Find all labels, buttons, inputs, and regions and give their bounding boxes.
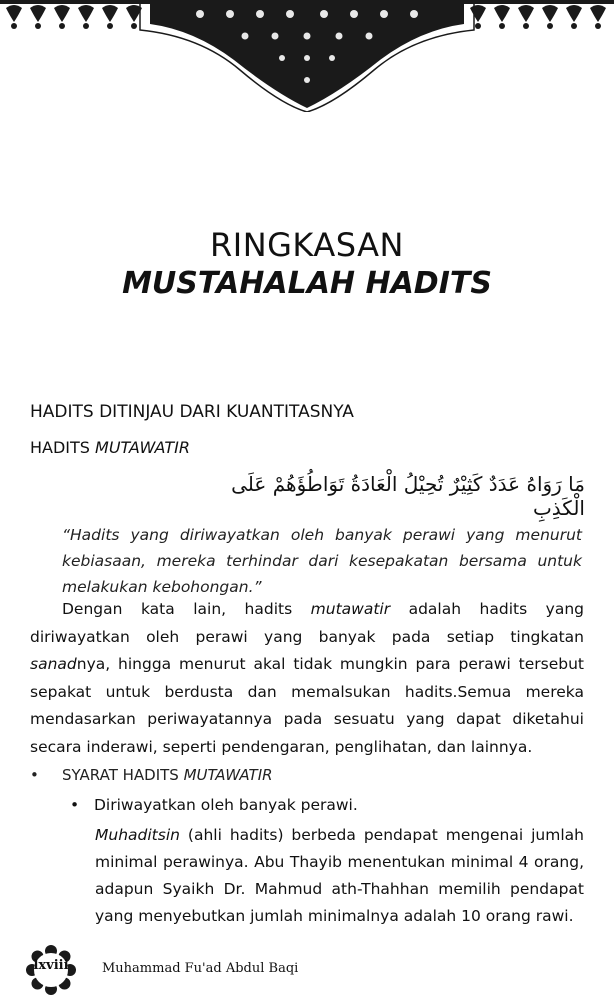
header-ornament bbox=[0, 0, 614, 112]
sub-heading bbox=[30, 438, 190, 457]
para-term-sanad: sanad bbox=[30, 655, 77, 673]
requirement-item-1-detail bbox=[95, 822, 584, 930]
requirements-heading bbox=[30, 766, 273, 784]
page-number: lxviii bbox=[33, 958, 69, 973]
footer-author: Muhammad Fu'ad Abdul Baqi bbox=[102, 961, 299, 976]
requirement-item-1-text: Diriwayatkan oleh banyak perawi. bbox=[94, 796, 358, 814]
book-title-line1: RINGKASAN bbox=[210, 226, 404, 264]
arabic-definition: مَا رَوَاهُ عَدَدٌ كَثِيْرٌ تُحِيْلُ الْعَادَةُ تَوَاطُؤَهُمْ عَلَى الْكَذِبِ bbox=[231, 472, 585, 520]
requirements-heading-term: MUTAWATIR bbox=[183, 766, 273, 784]
sub-heading-prefix: HADITS bbox=[30, 438, 96, 457]
explanation-paragraph bbox=[30, 596, 584, 761]
section-heading: HADITS DITINJAU DARI KUANTITASNYA bbox=[30, 402, 354, 422]
detail-term-muhaditsin: Muhaditsin bbox=[95, 826, 180, 844]
para-part2: adalah hadits yang diriwayatkan oleh perawi yang banyak pada setiap tingkatan bbox=[30, 600, 584, 646]
bullet-icon: • bbox=[70, 796, 80, 814]
definition-quote: “Hadits yang diriwayatkan oleh banyak perawi yang menurut kebiasaan, mereka terhindar dari kesepakatan bersama untuk melakukan kebohongan.” bbox=[62, 526, 582, 596]
flourish-row-right bbox=[470, 5, 606, 29]
detail-text: (ahli hadits) berbeda pendapat mengenai jumlah minimal perawinya. Abu Thayib menentukan minimal 4 orang, adapun Syaikh Dr. Mahmud ath-Thahhan memilih pendapat yang menyebutkan jumlah minimalnya adalah 10 orang rawi. bbox=[95, 826, 584, 925]
book-title-line2: MUSTAHALAH HADITS bbox=[122, 266, 492, 301]
requirement-item-1 bbox=[70, 796, 358, 814]
requirements-heading-prefix: SYARAT HADITS bbox=[62, 766, 184, 784]
para-term-mutawatir: mutawatir bbox=[310, 600, 391, 618]
sub-heading-term: MUTAWATIR bbox=[95, 438, 190, 457]
para-part3: nya, hingga menurut akal tidak mungkin para perawi tersebut sepakat untuk berdusta dan memalsukan hadits.Semua mereka mendasarkan periwayatannya pada sesuatu yang dapat diketahui secara inderawi, seperti pendengaran, penglihatan, dan lainnya. bbox=[30, 655, 584, 756]
flourish-row-left bbox=[6, 5, 142, 29]
para-part1: Dengan kata lain, hadits bbox=[62, 600, 311, 618]
bullet-icon: • bbox=[30, 766, 39, 784]
